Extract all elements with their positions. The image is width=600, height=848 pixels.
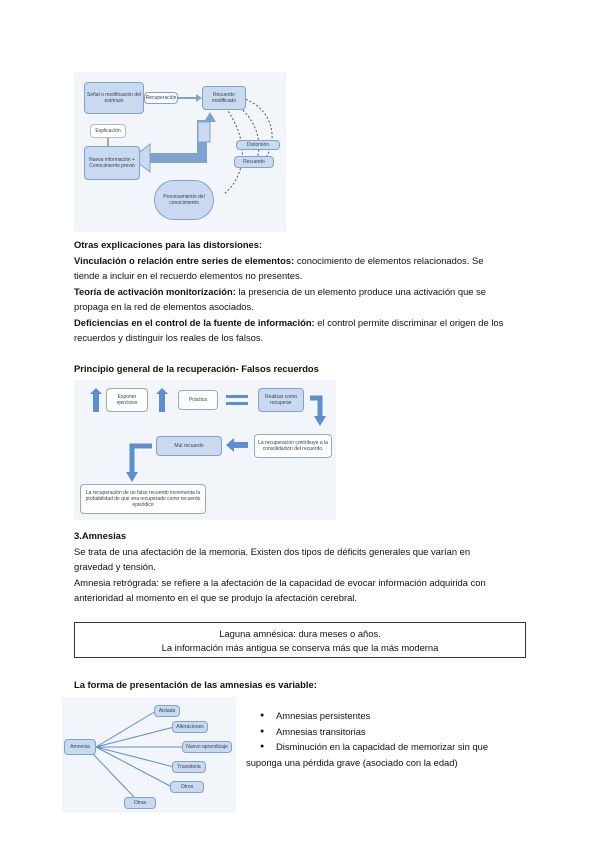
node-isolated: Aislada (154, 705, 180, 717)
term-activation: Teoría de activación monitorización: (74, 285, 236, 297)
node-alterations: Alteraciones (172, 721, 208, 733)
box-consolidation: La recuperación contribuye a la consolidación del recuerdo. (254, 434, 332, 458)
bullet-item-continuation: suponga una pérdida grave (asociado con la edad) (246, 756, 458, 768)
amnesia-types-connectors (62, 697, 236, 813)
node-new-learning: Nuevo aprendizaje (182, 741, 232, 753)
section-heading-amnesia: 3.Amnesias (74, 530, 127, 541)
box-practice: Práctica (178, 390, 218, 410)
box-bad-memory: Mal recuerdo (156, 436, 222, 456)
paragraph-activation (74, 284, 544, 300)
paragraph-linking (74, 253, 544, 269)
amnesia-line-2: gravedad y tensión. (74, 561, 156, 572)
box-distortion: Distorsión (236, 140, 280, 150)
bullet-item: ● Disminución en la capacidad de memorizar sin que (252, 739, 542, 755)
amnesia-line-4: anterioridad al momento en el que se produjo la afectación cerebral. (74, 592, 357, 603)
distortions-section (74, 237, 544, 346)
box-recover: Realizar como recuperar (258, 388, 304, 412)
amnesia-bullets (246, 708, 542, 770)
box-expose: Exponer ejercicios (106, 388, 148, 412)
paragraph-source-line1: el control permite discriminar el origen de los (314, 316, 504, 328)
callout-line-2: La información más antigua se conserva más que la más moderna (161, 641, 439, 653)
paragraph-source (74, 315, 544, 331)
node-transient: Transitoria (172, 761, 206, 773)
recovery-diagram (74, 380, 336, 520)
paragraph-activation-line1: la presencia de un elemento produce una activación que se (235, 285, 487, 297)
box-signal: Señal o modificación del estímulo (84, 82, 144, 114)
paragraph-activation-line2: propaga en la red de elementos asociados. (74, 301, 254, 312)
box-recovery-label: Recuperación (144, 92, 178, 104)
box-explanation: Explicación (90, 124, 126, 138)
section-heading-recovery: Principio general de la recuperación- Falsos recuerdos (74, 363, 319, 374)
term-linking: Vinculación o relación entre series de elementos: (74, 254, 295, 266)
node-other: Otras (124, 797, 156, 809)
box-memory: Recuerdo (234, 156, 274, 168)
term-source: Deficiencias en el control de la fuente de información: (74, 316, 315, 328)
box-new-info: Nueva información + Conocimiento previo (84, 146, 140, 180)
amnesia-line-1: Se trata de una afectación de la memoria. Existen dos tipos de déficits generales que varían en (74, 545, 471, 557)
callout-line-1: Laguna amnésica: dura meses o años. (219, 628, 381, 639)
amnesia-types-diagram (62, 697, 236, 813)
paragraph-source-line2: recuerdos y distinguir los reales de los falsos. (74, 332, 264, 343)
cloud-processing: Procesamiento del conocimiento (154, 180, 214, 220)
node-others: Otros (170, 781, 204, 793)
node-amnesia-root: Amnesia (64, 739, 96, 755)
amnesia-line-3: Amnesia retrógrada: se refiere a la afectación de la capacidad de evocar información adquirida con (74, 576, 486, 588)
box-false-memory: La recuperación de un falso recuerdo incrementa la probabilidad de que sea recuperado como recuerdo episódico (80, 484, 206, 514)
bullet-item: ● Amnesias persistentes (252, 708, 542, 724)
distortion-diagram (74, 72, 286, 232)
amnesia-callout (74, 622, 526, 658)
section-heading-presentation: La forma de presentación de las amnesias es variable: (74, 679, 317, 690)
bullet-item: ● Amnesias transitorias (252, 724, 542, 740)
box-modified-memory: Recuerdo modificado (202, 86, 246, 110)
amnesia-section (74, 528, 544, 606)
paragraph-linking-line1: conocimiento de elementos relacionados. Se (294, 254, 484, 266)
paragraph-linking-line2: tiende a incluir en el recuerdo elementos no presentes. (74, 270, 303, 281)
section-heading-distortions: Otras explicaciones para las distorsiones: (74, 239, 263, 250)
